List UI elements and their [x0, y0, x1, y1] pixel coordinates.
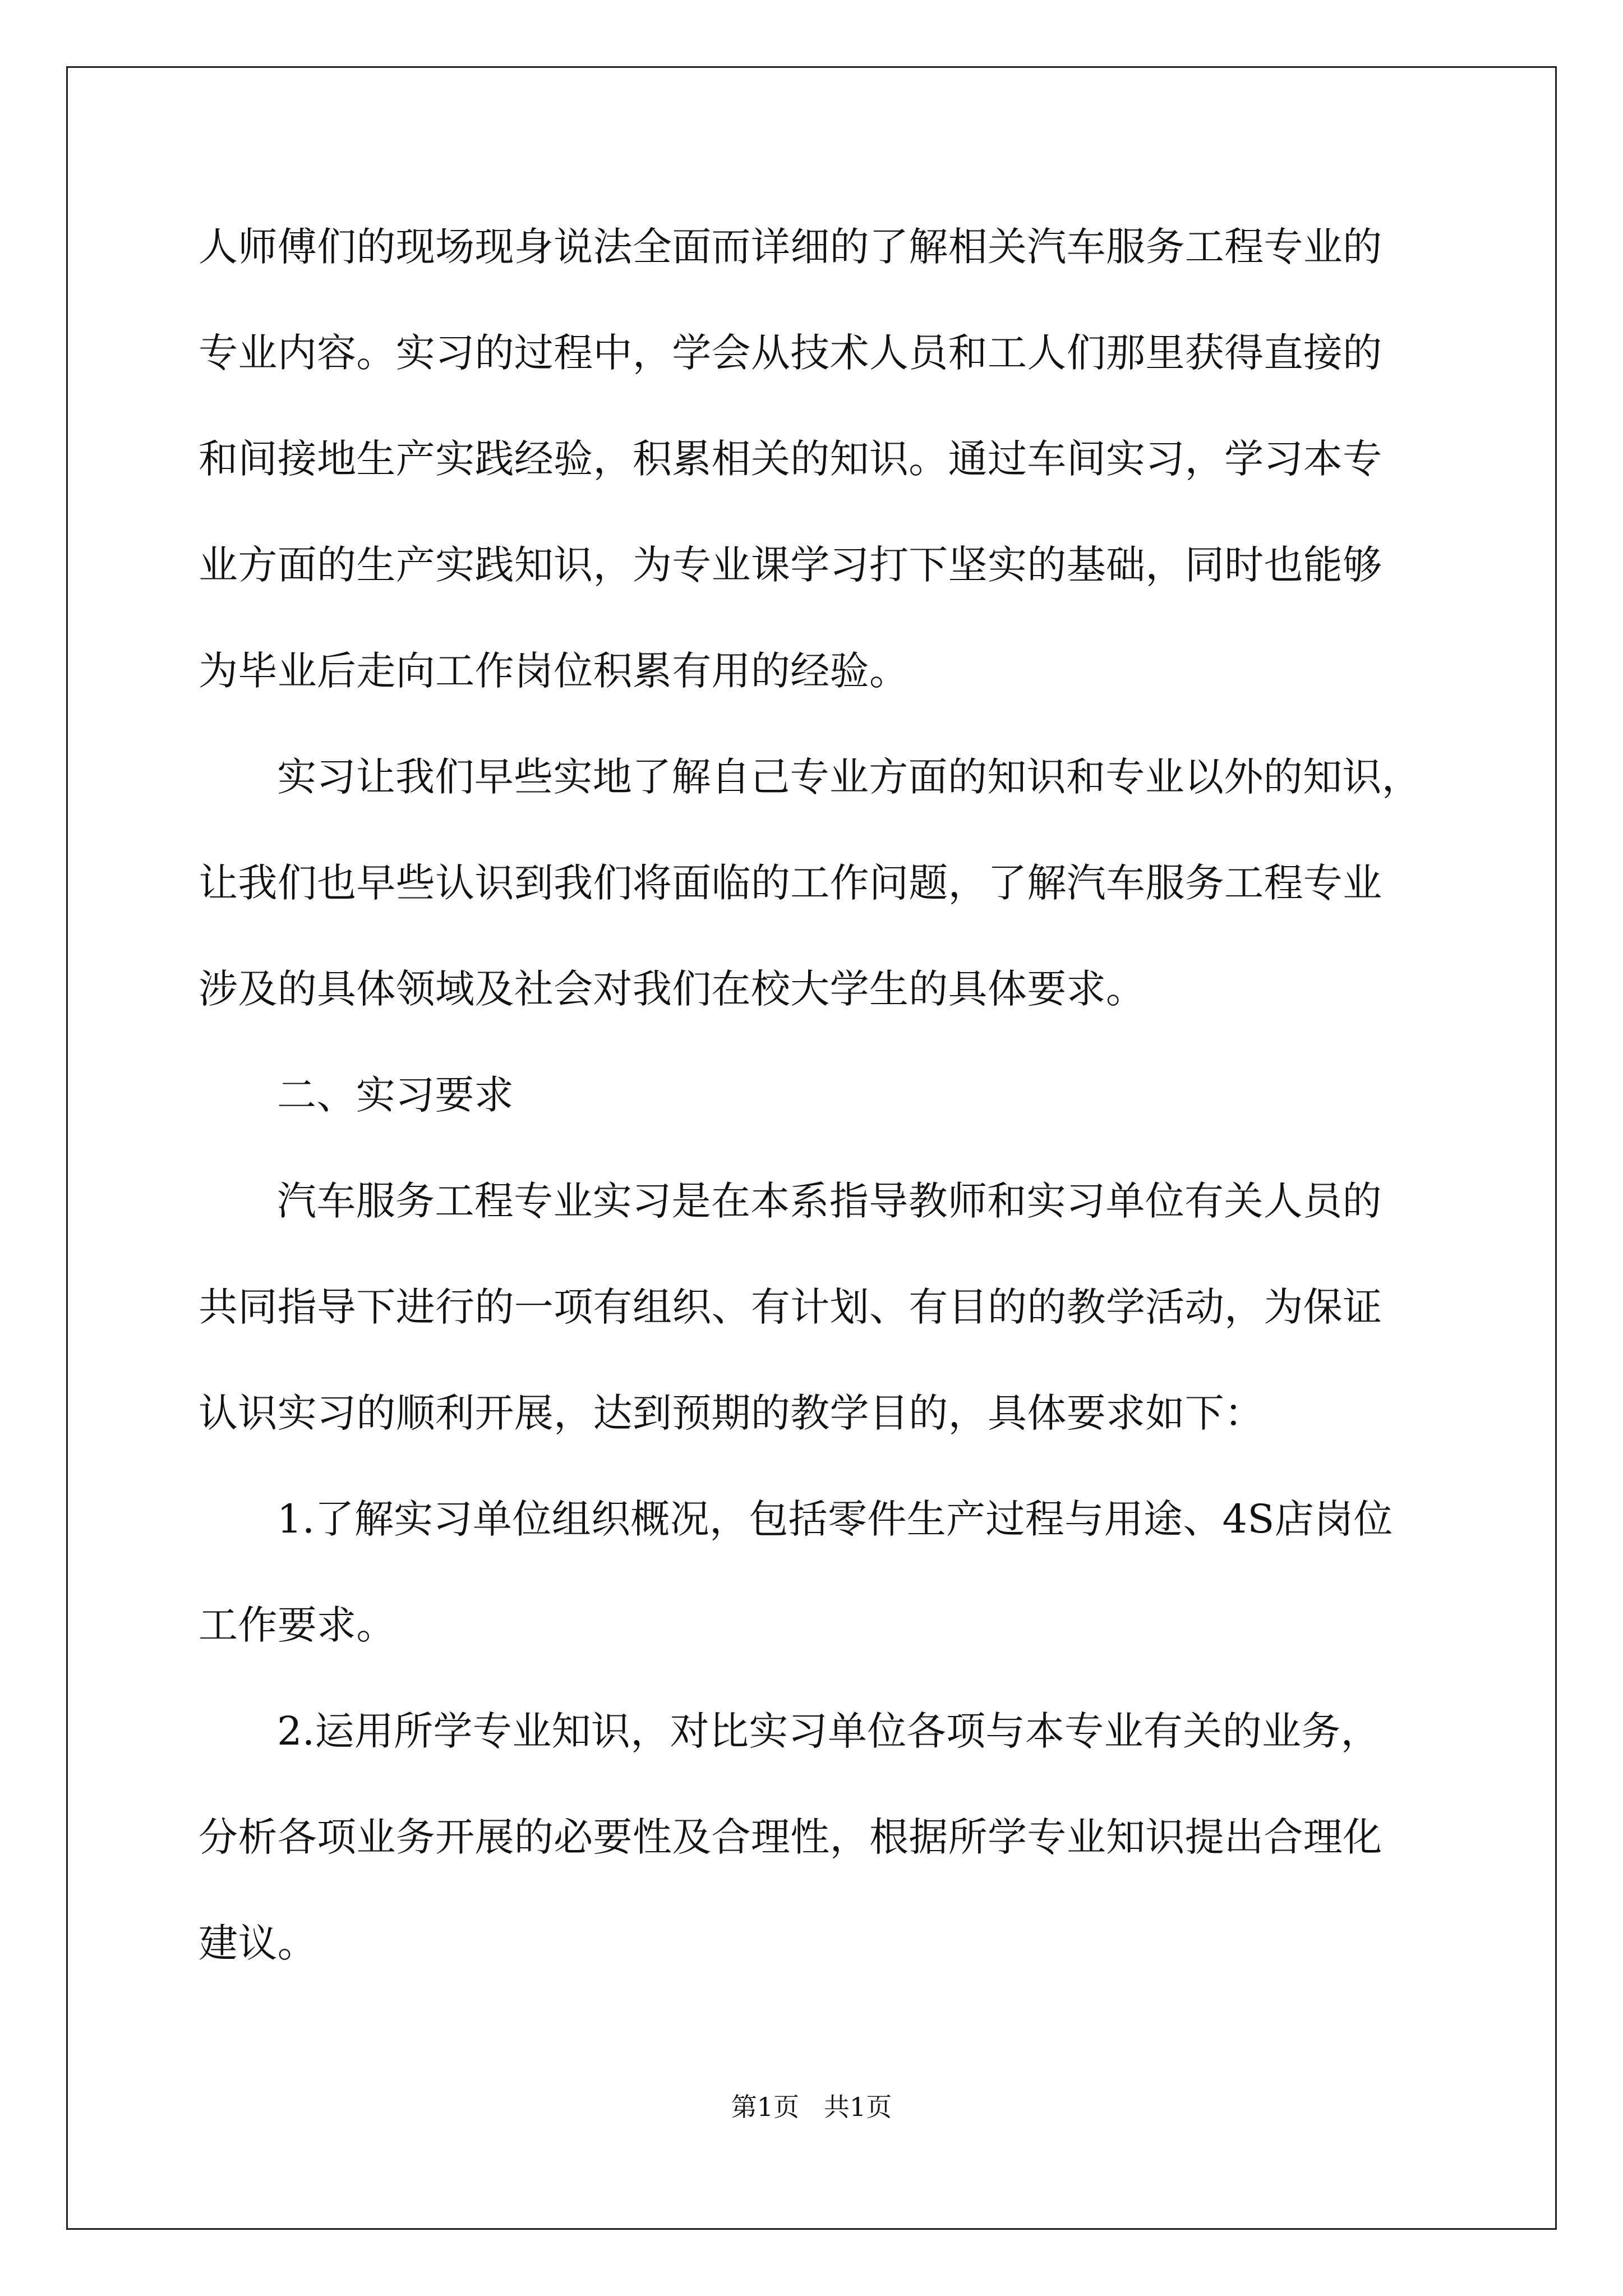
text-line: 业方面的生产实践知识，为专业课学习打下坚实的基础，同时也能够: [199, 542, 1382, 588]
text-line: 分析各项业务开展的必要性及合理性，根据所学专业知识提出合理化: [199, 1814, 1382, 1860]
text-line: 工作要求。: [199, 1602, 396, 1648]
document-body: [199, 219, 1438, 2021]
text-line: 共同指导下进行的一项有组织、有计划、有目的的教学活动，为保证: [199, 1284, 1382, 1330]
text-line: 实习让我们早些实地了解自己专业方面的知识和专业以外的知识，: [277, 754, 1422, 800]
text-line: 专业内容。实习的过程中，学会从技术人员和工人们那里获得直接的: [199, 330, 1382, 376]
text-line: 和间接地生产实践经验，积累相关的知识。通过车间实习，学习本专: [199, 436, 1382, 482]
text-line: 让我们也早些认识到我们将面临的工作问题，了解汽车服务工程专业: [199, 860, 1382, 906]
page-number-footer: 第1页 共1页: [731, 2092, 892, 2122]
text-line: 涉及的具体领域及社会对我们在校大学生的具体要求。: [199, 966, 1146, 1012]
text-line: 人师傅们的现场现身说法全面而详细的了解相关汽车服务工程专业的: [199, 224, 1382, 270]
text-line: 认识实习的顺利开展，达到预期的教学目的，具体要求如下：: [199, 1390, 1264, 1436]
section-heading: 二、实习要求: [277, 1072, 514, 1118]
text-line: 建议。: [199, 1920, 317, 1966]
text-line: 汽车服务工程专业实习是在本系指导教师和实习单位有关人员的: [277, 1178, 1382, 1224]
list-item: 1.了解实习单位组织概况，包括零件生产过程与用途、4S店岗位: [277, 1496, 1393, 1542]
text-line: 为毕业后走向工作岗位积累有用的经验。: [199, 648, 909, 694]
list-item: 2.运用所学专业知识，对比实习单位各项与本专业有关的业务，: [277, 1708, 1380, 1754]
